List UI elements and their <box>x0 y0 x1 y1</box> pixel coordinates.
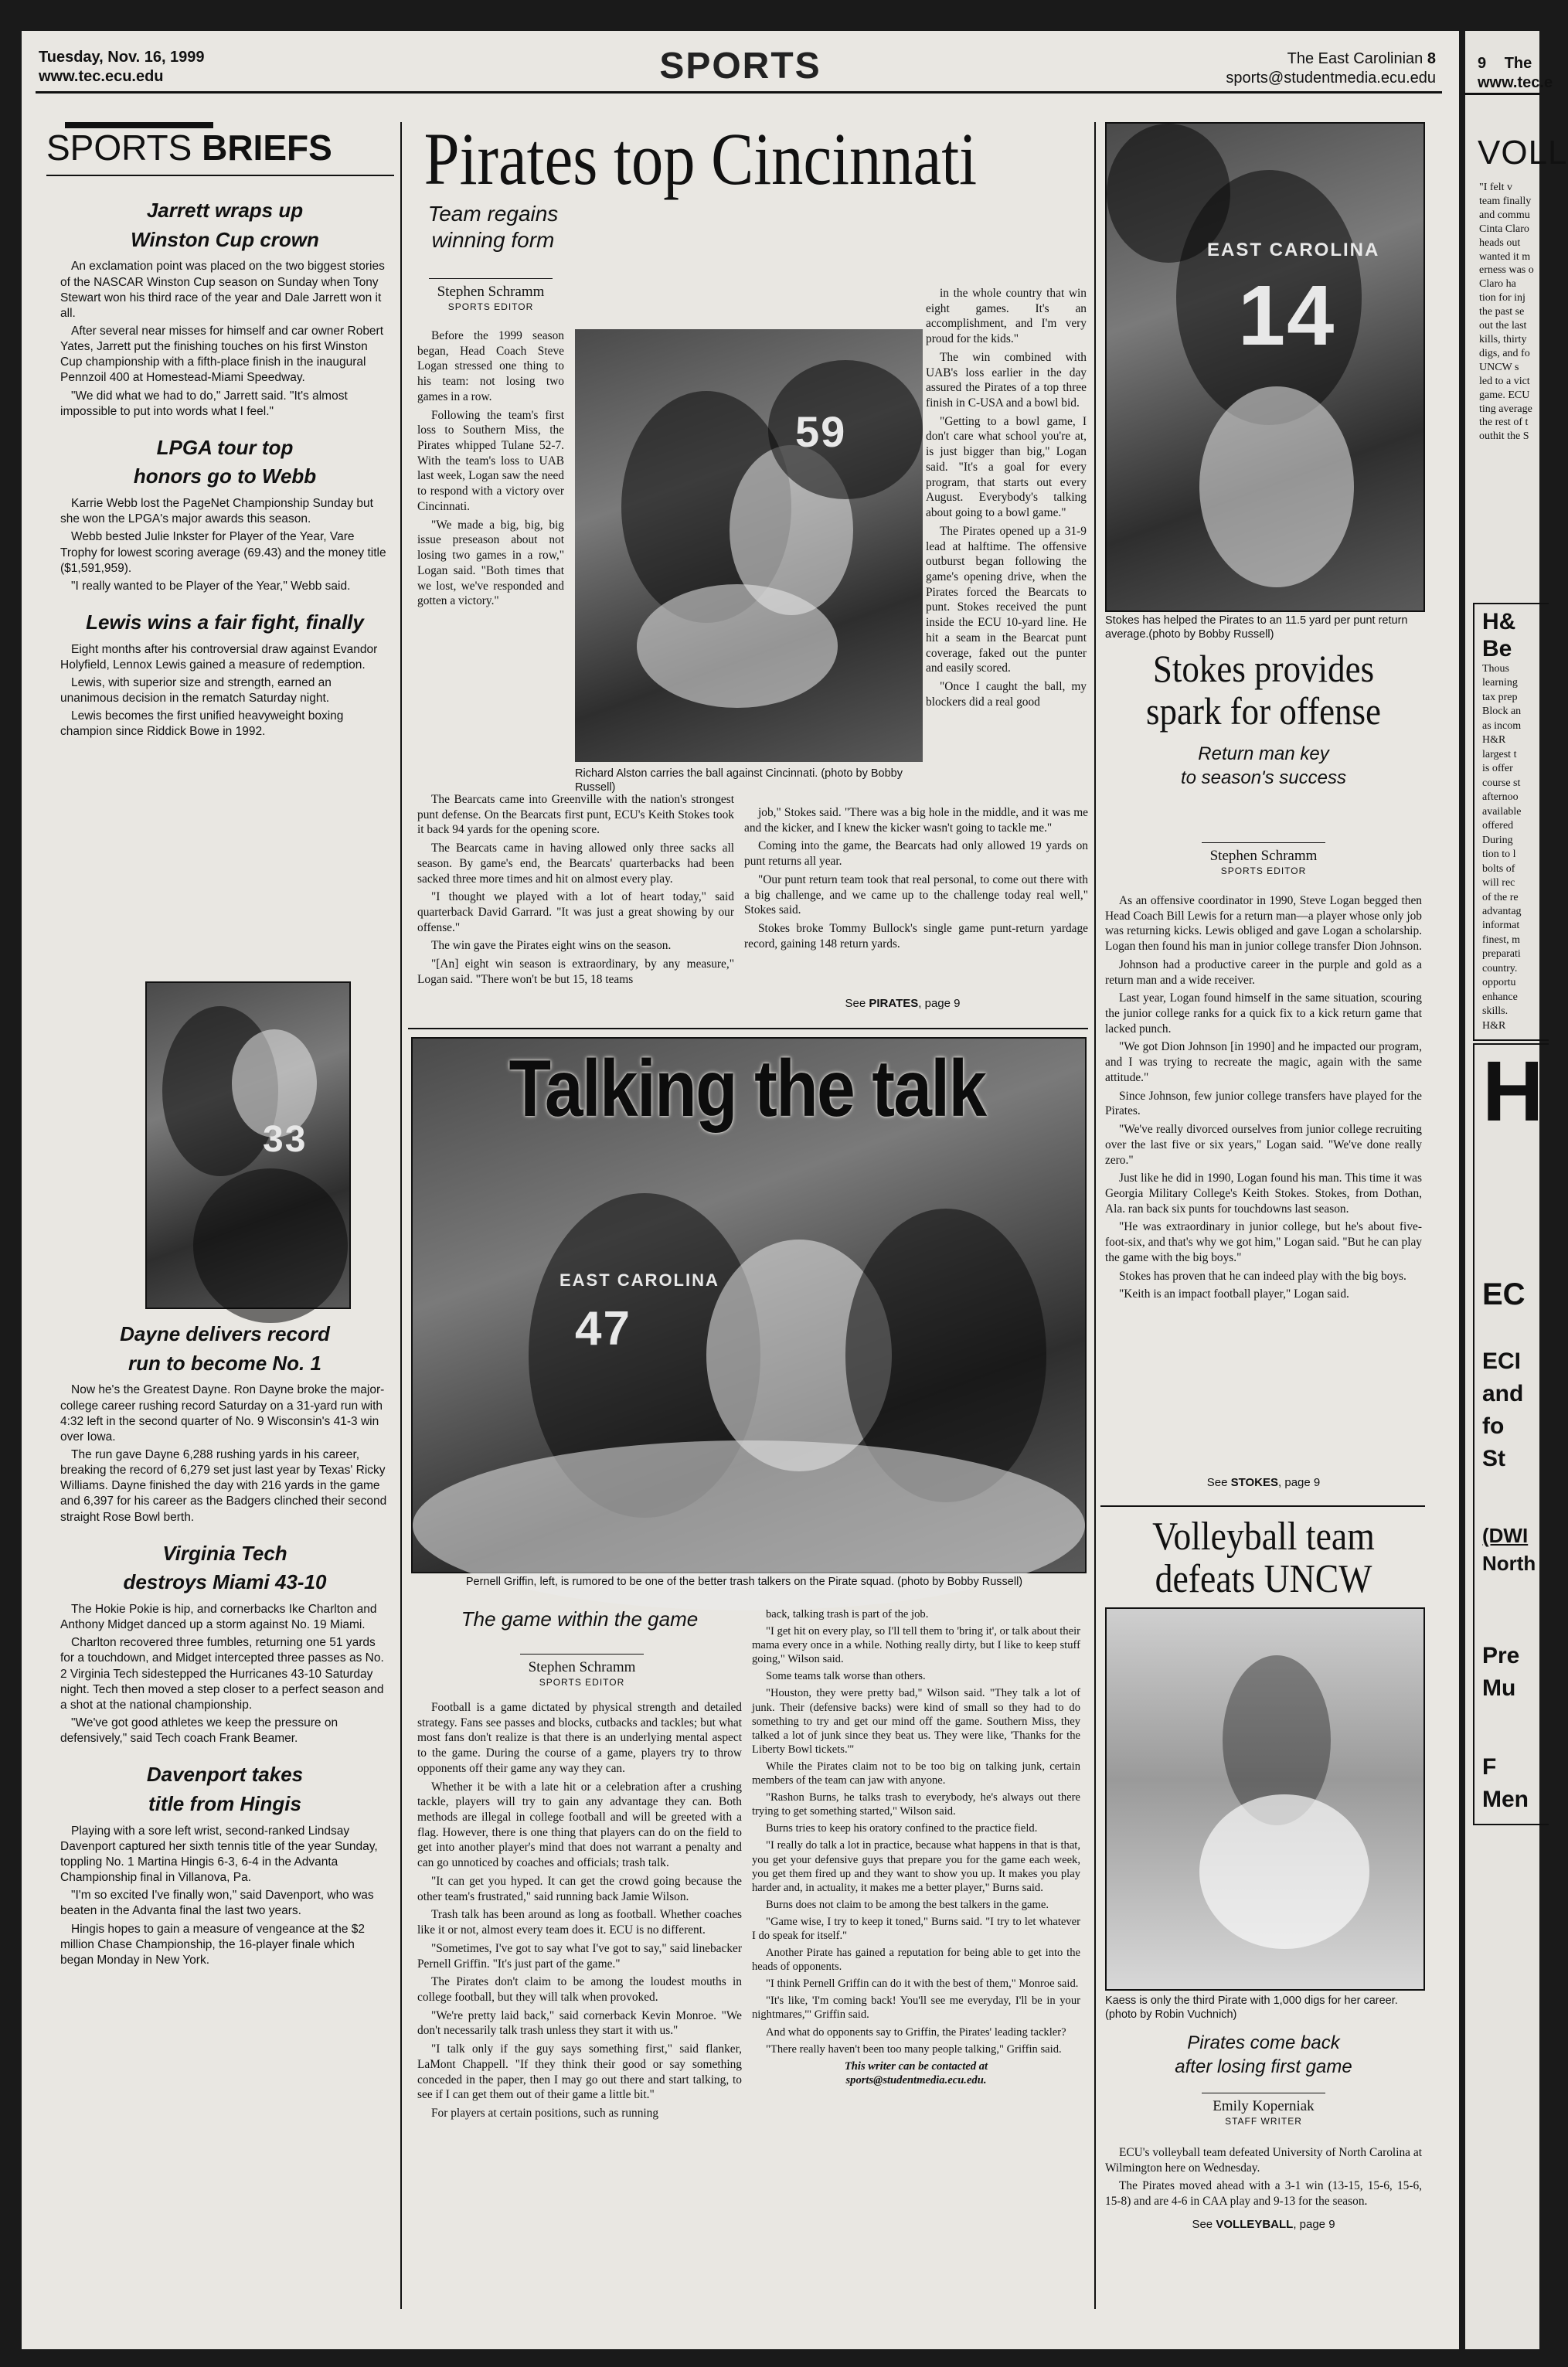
page-header-left <box>39 48 205 87</box>
next-page-edge <box>1465 31 1568 2349</box>
next-page-header <box>1478 54 1553 93</box>
brief-headline: Virginia Tech destroys Miami 43-10 <box>123 1541 327 1594</box>
volleyball-author: Emily Koperniak <box>1213 2098 1315 2114</box>
stokes-deck: Return man key to season's success <box>1180 743 1347 789</box>
talk-column-2: back, talking trash is part of the job. "I get hit on every play, so I'll tell them to 'bring it', or talk about their mama every once in a while. Nothing really dirty, but I like to keep stuff going," Wilson said. Some teams talk worse than others. "Houston, they were pretty bad," Wilson said. "They talk a lot of junk. Their (defensive backs) were kind of small so they had to do something to try and get our mind off the game. Southern Miss, they talked a lot of junk since they beat us. They were like, 'Thanks for the Liberty Bowl tickets.'" While the Pirates claim not to be too big on talking junk, certain members of the team can jaw with anyone. "Rashon Burns, he talks trash to everybody, he's always out there trying to get something started," Wilson said. Burns tries to keep his oratory confined to the practice field. "I really do talk a lot in practice, because what happens in that is that, you get your defensive guys that prepare you for the game each week, you get them fired up and they want to show you up. It makes you play harder and, in actuality, it makes me a better player," Burns said. Burns does not claim to be among the best talkers in the game. "Game wise, I try to keep it toned," Burns said. "I try to let whatever I do speak for itself." Another Pirate has gained a reputation for being able to get into the heads of opponents. "I think Pernell Griffin can do it with the best of them," Monroe said. "It's like, 'I'm coming back! You'll see me everyday, I'll be in your nightmares,'" Griffin said. And what do opponents say to Griffin, the Pirates' leading tackler? "There really haven't been too many people talking," Griffin said. This writer can be contacted at sports@studentmedia.ecu.edu. <box>752 1608 1080 2086</box>
paper-name: The East Carolinian <box>1287 50 1423 67</box>
brief-paragraph: "I really wanted to be Player of the Year," Webb said. <box>71 579 351 593</box>
brief-paragraph: "We did what we had to do," Jarrett said. "It's almost impossible to put into words what I feel." <box>60 389 348 418</box>
next-page-paper: The <box>1504 55 1532 72</box>
header-rule <box>36 91 1442 94</box>
next-page-url: www.tec.e <box>1478 74 1553 91</box>
right-column-rule <box>1094 122 1096 2309</box>
briefs-title-rule <box>46 175 394 176</box>
brief-paragraph: The run gave Dayne 6,288 rushing yards in his career, breaking the record of 6,279 set just last year by Texas' Ricky Williams. Dayne finished the day with 216 yards in the game and 6,397 for his career as the Badgers clinched their second straight Rose Bowl berth. <box>60 1447 387 1524</box>
brief-3 <box>60 608 389 740</box>
talk-headline: Talking the talk <box>508 1044 986 1134</box>
volleyball-photo-caption: Kaess is only the third Pirate with 1,000 digs for her career. (photo by Robin Vuchnich) <box>1105 1995 1398 2022</box>
brief-headline: Lewis wins a fair fight, finally <box>86 610 364 634</box>
brief-paragraph: Playing with a sore left wrist, second-ranked Lindsay Davenport captured her sixth tennis title of the year Sunday, toppling No. 1 Martina Hingis 6-3, 6-4 in the Advanta Championship final in Villanova, Pa. <box>60 1824 378 1885</box>
main-photo-jersey: 59 <box>795 407 847 456</box>
brief-paragraph: An exclamation point was placed on the two biggest stories of the NASCAR Winston Cup season on Sunday when Tony Stewart won his third race of the year and Dale Jarrett won it all. <box>60 260 385 320</box>
volleyball-headline: Volleyball team defeats UNCW <box>1152 1515 1375 1601</box>
stokes-body: As an offensive coordinator in 1990, Steve Logan begged then Head Coach Bill Lewis for a return man—a player whose only job was returning kicks. Lewis obliged and gave Logan a scholarship. Logan then found his man in junior college transfer Dion Johnson. Johnson had a productive career in the purple and gold as a return man and a wide receiver. Last year, Logan found himself in the same situation, scouring the junior college ranks for a quick fix to a kick return game that lacked punch. "We got Dion Johnson [in 1990] and he impacted our program, and I was trying to recreate the magic, again with the same attitude." Since Johnson, few junior college transfers have played for the Pirates. "We've really divorced ourselves from junior college recruiting over the last five or six years," Logan said. "We've done really zero." Just like he did in 1990, Logan found his man. This time it was Georgia Military College's Keith Stokes. Stokes, from Dothan, Ala. ran back six punts for touchdowns last season. "He was extraordinary in junior college, but he's about five-foot-six, and that's why we got him," Logan said. "But he can play the game with the big boys." Stokes has proven that he can indeed play with the big boys. "Keith is an impact football player," Logan said. <box>1105 894 1422 1301</box>
volleyball-deck: Pirates come back after losing first game <box>1175 2032 1352 2078</box>
brief-paragraph: Now he's the Greatest Dayne. Ron Dayne broke the major-college career rushing record Saturday on a 31-yard run with 4:32 left in the second quarter of No. 9 Wisconsin's 41-3 win over Iowa. <box>60 1383 385 1444</box>
brief-paragraph: Lewis, with superior size and strength, earned an unanimous decision in the rematch Saturday night. <box>60 675 332 706</box>
main-photo-caption: Richard Alston carries the ball against Cincinnati. (photo by Bobby Russell) <box>575 767 903 794</box>
brief-5 <box>60 1539 389 1747</box>
brief-paragraph: "We've got good athletes we keep the pressure on defensively," said Tech coach Frank Beamer. <box>60 1716 338 1746</box>
section-title: SPORTS <box>659 46 821 87</box>
brief-4 <box>60 1320 389 1525</box>
brief-paragraph: Eight months after his controversial draw against Evandor Holyfield, Lennox Lewis gained a measure of redemption. <box>60 642 378 672</box>
main-column-1: Before the 1999 season began, Head Coach Steve Logan stressed one thing to his team: not losing two games in a row. Following the team's first loss to Southern Miss, the Pirates whipped Tulane 52-7. With the team's loss to UAB last week, Logan saw the need to respond with a victory over Cincinnati. "We made a big, big, big issue preseason about not losing two games in a row," Logan said. "Both times that we lost, we've responded and gotten a victory." <box>417 329 564 608</box>
main-jump-link[interactable]: See PIRATES, page 9 <box>845 997 961 1010</box>
volleyball-byline <box>1105 2093 1422 2127</box>
main-headline: Pirates top Cincinnati <box>423 117 978 200</box>
brief-paragraph: Webb bested Julie Inkster for Player of the Year, Vare Trophy for lowest scoring average (69.43) and the money title ($1,591,959). <box>60 530 386 575</box>
newspaper-page <box>22 31 1459 2349</box>
briefs-group-1 <box>60 182 389 743</box>
stokes-jump-link[interactable]: See STOKES, page 9 <box>1206 1476 1321 1489</box>
talk-author: Stephen Schramm <box>528 1659 636 1675</box>
volleyball-author-role: STAFF WRITER <box>1225 2115 1302 2127</box>
main-column-2-bottom: job," Stokes said. "There was a big hole in the middle, and it was me and the kicker, and I knew the kicker wasn't going to tackle me." Coming into the game, the Bearcats had only allowed 19 yards on punt returns all year. "Our punt return team took that real personal, to come out there with a big challenge, and we came up to the challenge today real well," Stokes said. Stokes broke Tommy Bullock's single game punt-return yardage record, gaining 148 return yards. <box>744 806 1088 951</box>
brief-headline: LPGA tour top honors go to Webb <box>133 435 317 488</box>
brief-paragraph: "I'm so excited I've finally won," said Davenport, who was beaten in the Advanta final the last two years. <box>60 1889 374 1918</box>
next-page-column: "I felt v team finally and commu Cinta Claro heads out wanted it m erness was o Claro ha tion for inj the past se out the last kills, thirty digs, and fo UNCW s led to a vict game. ECU ting average the rest of t outhit the S <box>1479 182 1534 443</box>
briefs-title <box>46 128 394 168</box>
page-number: 8 <box>1427 50 1436 67</box>
talk-photo-text: EAST CAROLINA <box>560 1270 719 1290</box>
brief-paragraph: Hingis hopes to gain a measure of vengeance at the $2 million Chase Championship, the 16-player finale which began Monday in New York. <box>60 1922 366 1967</box>
talk-photo-caption: Pernell Griffin, left, is rumored to be one of the better trash talkers on the Pirate squad. (photo by Bobby Russell) <box>465 1576 1023 1588</box>
issue-date: Tuesday, Nov. 16, 1999 <box>39 49 205 66</box>
volleyball-body: ECU's volleyball team defeated University of North Carolina at Wilmington here on Wednesday. The Pirates moved ahead with a 3-1 win (13-15, 15-6, 15-6, 15-8) and are 4-6 in CAA play and 9-13 for the season. <box>1105 2146 1422 2209</box>
stokes-photo-text: EAST CAROLINA <box>1207 240 1380 260</box>
brief-1 <box>60 196 389 420</box>
section-email: sports@studentmedia.ecu.edu <box>1226 70 1436 87</box>
main-author-role: SPORTS EDITOR <box>447 301 534 312</box>
briefs-title-a: SPORTS <box>46 128 192 168</box>
next-page-ad-1: H& Be Thous learning tax prep Block an as incom H&R largest t is offer course st afternoo available offered During tion to l bolts of will rec of the re advantag informat finest, m preparati country. opportu enhance skills. H&R <box>1473 603 1549 1041</box>
stokes-photo-caption: Stokes has helped the Pirates to an 11.5 yard per punt return average.(photo by Bobby Russell) <box>1105 614 1408 641</box>
briefs-column-rule <box>400 122 402 2309</box>
brief-paragraph: After several near misses for himself and car owner Robert Yates, Jarrett put the finishing touches on his first Winston Cup championship with a fifth-place finish in the inaugural Pennzoil 400 at Homestead-Miami Speedway. <box>60 324 384 385</box>
briefs-group-2 <box>60 1306 389 1971</box>
main-author: Stephen Schramm <box>437 284 545 300</box>
stokes-author-role: SPORTS EDITOR <box>1220 865 1307 876</box>
main-byline <box>417 278 564 312</box>
briefs-title-b: BRIEFS <box>202 128 332 168</box>
stokes-photo-jersey: 14 <box>1238 268 1336 363</box>
volleyball-photo <box>1105 1607 1425 1991</box>
main-story-rule <box>408 1028 1088 1029</box>
briefs-photo <box>145 981 351 1309</box>
main-column-1-bottom: The Bearcats came into Greenville with the nation's strongest punt defense. On the Bearcats first punt, ECU's Keith Stokes took it back 94 yards for the opening score. The Bearcats came in having allowed only three sacks all season. By game's end, the Bearcats' quarterbacks had been sacked three more times and hit on almost every play. "I thought we played with a lot of heart today," said quarterback David Garrard. "It was just a great showing by our offense." The win gave the Pirates eight wins on the season. "[An] eight win season is extraordinary, by any measure," Logan said. "There won't be but 15, 18 teams <box>417 793 734 986</box>
stokes-bottom-rule <box>1100 1505 1425 1507</box>
brief-paragraph: Lewis becomes the first unified heavyweight boxing champion since Riddick Bowe in 1992. <box>60 709 344 739</box>
next-page-ad-2: H EC ECI and fo St (DWI North Pre Mu F Men <box>1473 1043 1549 1825</box>
talk-deck: The game within the game <box>461 1607 699 1631</box>
talk-author-role: SPORTS EDITOR <box>539 1676 625 1688</box>
talk-byline <box>454 1654 709 1688</box>
stokes-photo <box>1105 122 1425 612</box>
talk-contact: This writer can be contacted at sports@studentmedia.ecu.edu. <box>844 2059 988 2086</box>
brief-headline: Jarrett wraps up Winston Cup crown <box>131 199 319 251</box>
brief-6 <box>60 1760 389 1968</box>
stokes-byline <box>1105 842 1422 876</box>
brief-paragraph: Charlton recovered three fumbles, returning one 51 yards for a touchdown, and Midget intercepted three passes as No. 2 Virginia Tech sidestepped the Hurricanes 43-10 Saturday night. Tech then moved a step closer to a perfect season and a shot at the national championship. <box>60 1636 384 1712</box>
next-page-headline: VOLL <box>1478 134 1568 172</box>
volleyball-jump-link[interactable]: See VOLLEYBALL, page 9 <box>1192 2218 1335 2231</box>
stokes-author: Stephen Schramm <box>1209 848 1318 864</box>
brief-headline: Davenport takes title from Hingis <box>146 1763 304 1815</box>
briefs-photo-jersey: 33 <box>263 1119 308 1160</box>
talk-photo-jersey: 47 <box>575 1302 631 1355</box>
next-page-folio: 9 <box>1478 55 1487 72</box>
page-header-right <box>1158 49 1436 88</box>
brief-paragraph: The Hokie Pokie is hip, and cornerbacks Ike Charlton and Anthony Midget danced up a storm against No. 19 Miami. <box>60 1603 377 1632</box>
talk-column-1: Football is a game dictated by physical strength and detailed strategy. Fans see passes and blocks, cutbacks and tackles; but what most fans don't realize is that there is an underlying mental aspect to the game. During the course of a game, players try to throw opponents off their game any way they can. Whether it be with a late hit or a celebration after a crushing tackle, players will try to gain any advantage they can. Both methods are illegal in college football and will be greeted with a flag. However, there is one thing that players can do on the field to get into another player's mind that does not warrant a penalty and can go unnoticed by coaches and officials; trash talk. "It can get you hyped. It can get the crowd going because the other team's frustrated," said running back Jamie Wilson. Trash talk has been around as long as football. Whether coaches like it or not, almost every team does it. ECU is no different. "Sometimes, I've got to say what I've got to say," said linebacker Pernell Griffin. "It's just part of the game." The Pirates don't claim to be among the loudest mouths in college football, but they will talk when provoked. "We're pretty laid back," said cornerback Kevin Monroe. "We don't necessarily talk trash unless they start it with us." "I talk only if the guy says something first," said flanker, LaMont Chappell. "If they think their good or say something conceded in the paper, then I may go out there and start talking, to see if I can get them out of their game a little bit." For players at certain positions, such as running <box>417 1701 742 2120</box>
brief-headline: Dayne delivers record run to become No. 1 <box>120 1322 330 1375</box>
brief-paragraph: Karrie Webb lost the PageNet Championship Sunday but she won the LPGA's major awards this season. <box>60 497 373 526</box>
stokes-headline: Stokes provides spark for offense <box>1145 647 1382 733</box>
main-deck: Team regains winning form <box>427 202 559 252</box>
main-photo <box>575 329 923 762</box>
main-column-2: in the whole country that win eight games. It's an accomplishment, and I'm very proud for the kids." The win combined with UAB's loss earlier in the day assured the Pirates of a top three finish in C-USA and a bowl bid. "Getting to a bowl game, I don't care what school you're at, is just bigger than big," Logan said. "It's a goal for every program, that starts out every August. Everybody's talking about going to a bowl game." The Pirates opened up a 31-9 lead at halftime. The offensive outburst began following the game's opening drive, when the Pirates forced the Bearcats to punt. Stokes received the punt inside the ECU 10-yard line. He hit a seam in the Bearcat punt coverage, faked out the punter and easily scored. "Once I caught the ball, my blockers did a real good <box>926 287 1087 709</box>
brief-2 <box>60 434 389 594</box>
site-url: www.tec.ecu.edu <box>39 68 164 85</box>
